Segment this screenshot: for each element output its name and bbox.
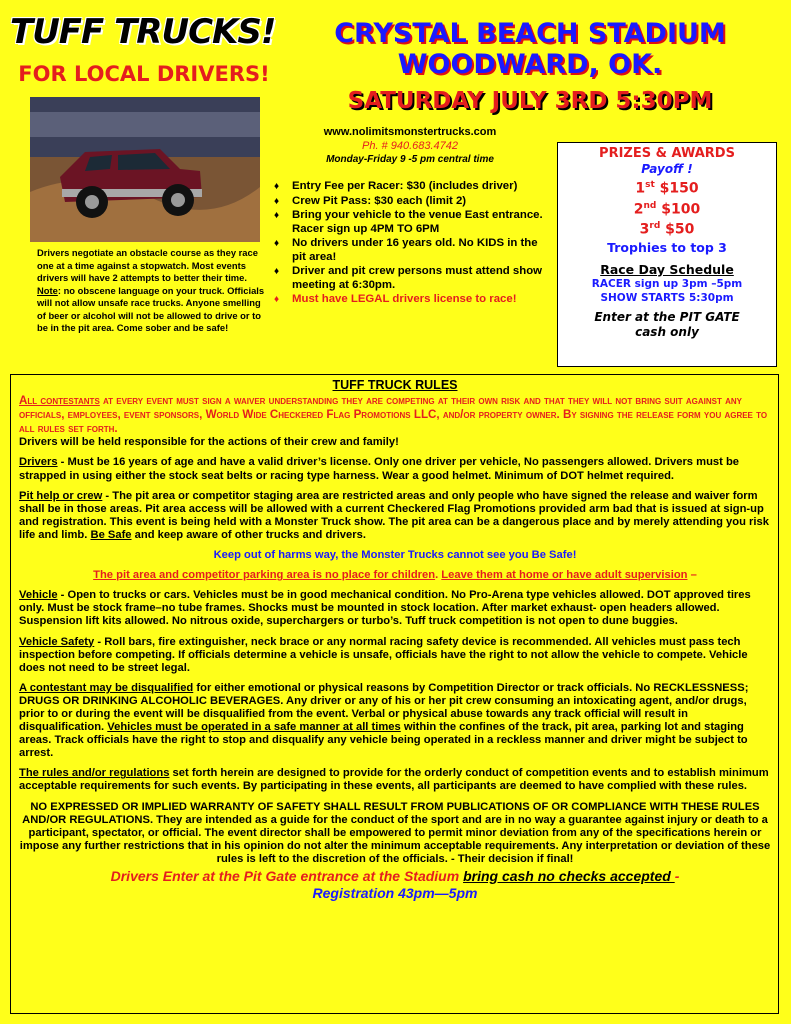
prizes-box [557, 142, 777, 367]
second-place-prize: 2nd $100 [633, 200, 701, 218]
note-label: Note [37, 284, 58, 296]
prizes-title: PRIZES & AWARDS [599, 146, 735, 161]
first-place-prize: 1st $150 [635, 180, 699, 197]
list-item: ♦ Entry Fee per Racer: $30 (includes driver) [272, 180, 544, 194]
signup-time: RACER sign up 3pm –5pm [591, 277, 743, 290]
disqualification-rule: A contestant may be disqualified for either emotional or physical reasons by Competition Director or track officials. No RECKLESSNESS; DRUGS OR DRINKING ALCOHOLIC BEVERAGES. Any driver or any of his or her pit crew consuming an intoxicating agent, and/or drugs, prior to or during the event will be disqualified from the event. Verbal or physical abuse towards any track official will result in disqualification. Vehicles must be operated in a safe manner at all times within the confines of the track, pit area, parking lot and staging areas. Track officials have the right to stop and disqualify any vehicle being operated in a reckless manner and driver might be subject to arrest. [19, 681, 749, 760]
waiver-rule: All contestants at every event must sign a waiver understanding they are competing at their own risk and that they will not bring suit against any officials, employees, event sponsors, World Wide Checkered Flag Promotions LLC, and/or property owner. By signing the release form you agree to all rules set forth. Drivers will be held responsible for the actions of their crew and family! [19, 394, 768, 449]
payoff-label: Payoff ! [641, 162, 693, 176]
contact-info [275, 126, 545, 167]
show-time: SHOW STARTS 5:30pm [600, 291, 734, 304]
vehicle-safety-rule: Vehicle Safety - Roll bars, fire extinguisher, neck brace or any normal racing safety device is recommended. All vehicles must pass tech inspection before competing. If officials determine a vehicle is unsafe, officials have the right to not allow the vehicle to compete. Vehicle does not need to be street legal. [19, 635, 748, 674]
entry-info-list [272, 180, 544, 308]
warranty-disclaimer: NO EXPRESSED OR IMPLIED WARRANTY OF SAFETY SHALL RESULT FROM PUBLICATIONS OF OR COMPLIANCE WITH THESE RULES AND/OR REGULATIONS. They are intended as a guide for the conduct of the sport and are in no way a guarantee against injury or death to a participant, spectator, or official. The event director shall be empowered to permit minor deviation from any of the specifications herein or impose any further restrictions that in his opinion do not alter the minimum acceptable requirements. Any interpretation or deviation of these rules is left to the discretion of the officials. - Their decision if final! [19, 800, 771, 865]
third-place-prize: 3rd $50 [639, 221, 695, 238]
registration-time: Registration 43pm—5pm [312, 885, 478, 901]
office-hours: Monday-Friday 9 -5 pm central time [326, 154, 494, 165]
venue-line-1: CRYSTAL BEACH STADIUM [334, 18, 726, 49]
list-item: ♦ Driver and pit crew persons must attend show meeting at 6:30pm. [272, 265, 544, 292]
vehicle-rule: Vehicle - Open to trucks or cars. Vehicles must be in good mechanical condition. No Pro-Arena type vehicles allowed. DOT approved tires only. Must be stock frame–no tube frames. Shocks must be mounted in stock location. After market exhaust- open headers allowed. Suspension lift kits allowed. No nitrous oxide, superchargers or turbo’s. Tuff truck competition is not open to dune buggies. [19, 589, 751, 628]
list-item: ♦ No drivers under 16 years old. No KIDS in the pit area! [272, 237, 544, 264]
pit-gate-note: Enter at the PIT GATE cash only [594, 309, 740, 339]
venue-line-2: WOODWARD, OK. [397, 49, 663, 80]
phone-number: Ph. # 940.683.4742 [361, 139, 459, 152]
truck-photo [30, 97, 260, 242]
trophies-note: Trophies to top 3 [607, 239, 727, 255]
schedule-title: Race Day Schedule [600, 261, 734, 277]
note-text: : no obscene language on your truck. Officials will not allow unsafe race trucks. Anyone smelling of beer or alcohol will not be allowed to drive or to be in the pit area. Come sober and be safe! [37, 284, 265, 333]
list-item: ♦ Bring your vehicle to the venue East entrance. Racer sign up 4PM TO 6PM [272, 209, 544, 236]
children-warning: The pit area and competitor parking area is no place for children. Leave them at home or have adult supervision – [93, 569, 697, 582]
list-item: ♦ Must have LEGAL drivers license to race! [272, 293, 544, 307]
rules-title: TUFF TRUCK RULES [332, 378, 458, 392]
pit-crew-rule: Pit help or crew - The pit area or competitor staging area are restricted areas and only people who have signed the release and waiver form shall be in those areas. Pit area access will be allowed with a current Checkered Flag Promotions provided arm bad that is issued at sign-up and registration. This event is being held with a Monster Truck show. The pit area can be a dangerous place and by merely attending you risk life and limb. Be Safe and keep aware of other trucks and drivers. [19, 489, 769, 541]
course-intro: Drivers negotiate an obstacle course as they race one at a time against a stopwatch. Most events drivers will have 2 attempts to better their time. [37, 247, 258, 283]
truck-illustration [30, 97, 260, 242]
venue-title [285, 18, 775, 80]
event-date: SATURDAY JULY 3RD 5:30PM [347, 88, 713, 114]
event-logo-title: TUFF TRUCKS! [10, 12, 276, 52]
regulations-rule: The rules and/or regulations set forth herein are designed to provide for the orderly conduct of competition events and to establish minimum acceptable requirements for such events. By participating in these events, all participants are deemed to have complied with these rules. [19, 767, 769, 793]
rules-section [10, 374, 779, 1014]
drivers-rule: Drivers - Must be 16 years of age and have a valid driver’s license. Only one driver per vehicle, No passengers allowed. Drivers must be strapped in using either the stock seat belts or racing type harness. Wear a good helmet. Minimum of DOT helmet required. [19, 456, 740, 482]
pit-gate-entry-note: Drivers Enter at the Pit Gate entrance at the Stadium bring cash no checks accepted - [110, 868, 680, 884]
website-link[interactable]: www.nolimitsmonstertrucks.com [323, 126, 497, 138]
event-logo-subtitle: FOR LOCAL DRIVERS! [18, 62, 270, 86]
course-description [37, 247, 267, 335]
harm-warning: Keep out of harms way, the Monster Trucks cannot see you Be Safe! [213, 549, 577, 562]
list-item: ♦ Crew Pit Pass: $30 each (limit 2) [272, 195, 544, 209]
